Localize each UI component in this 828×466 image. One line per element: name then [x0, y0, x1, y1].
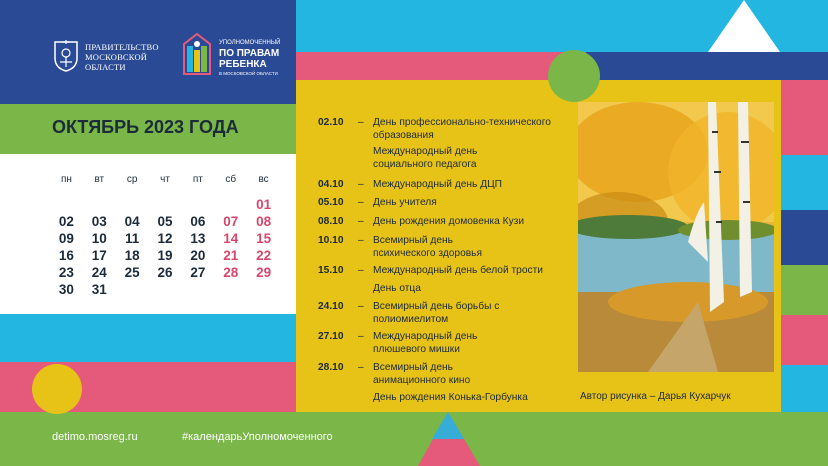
calendar-week — [50, 213, 280, 230]
calendar-day-weekend — [214, 281, 247, 298]
event-dash: – — [358, 331, 364, 342]
calendar-day: 03 — [91, 214, 107, 229]
calendar-day-weekend: 28 — [223, 265, 239, 280]
event-date: 27.10 — [318, 331, 344, 342]
calendar-day-weekend — [247, 281, 280, 298]
yellow-circle-shape — [32, 364, 82, 414]
event-text: Международный день плюшевого мишки — [373, 331, 478, 355]
event-text: Всемирный день борьбы с полиомиелитом — [373, 301, 500, 325]
calendar-day: 19 — [157, 248, 173, 263]
event-dash: – — [358, 216, 364, 227]
calendar-day: 13 — [190, 231, 206, 246]
event-date: 10.10 — [318, 235, 344, 246]
calendar-day — [181, 196, 214, 213]
calendar-day: 04 — [124, 214, 140, 229]
event-text: Международный день ДЦП — [373, 179, 502, 190]
calendar-day: 06 — [190, 214, 206, 229]
calendar-day-weekend — [214, 196, 247, 213]
calendar-week — [50, 196, 280, 213]
calendar-day-weekend: 21 — [223, 248, 239, 263]
website-link[interactable]: detimo.mosreg.ru — [52, 431, 138, 443]
calendar-grid — [50, 170, 280, 298]
event-date: 05.10 — [318, 197, 344, 208]
month-title: ОКТЯБРЬ 2023 ГОДА — [52, 117, 239, 137]
calendar-day: 30 — [58, 282, 74, 297]
event-text: День учителя — [373, 197, 437, 208]
bg-navy-strip — [586, 52, 828, 80]
bg-right-pink — [781, 80, 828, 155]
bg-right-cyan-2 — [781, 365, 828, 412]
calendar-week — [50, 281, 280, 298]
calendar-day-weekend: 14 — [223, 231, 239, 246]
event-dash: – — [358, 197, 364, 208]
event-date: 08.10 — [318, 216, 344, 227]
calendar-day-weekend: 01 — [256, 197, 272, 212]
weekday-label: вт — [94, 174, 105, 185]
calendar-day: 11 — [125, 231, 140, 246]
calendar-day-weekend: 29 — [256, 265, 272, 280]
calendar-week — [50, 230, 280, 247]
calendar-day: 23 — [58, 265, 74, 280]
triangle-shape-bottom — [418, 412, 480, 466]
bg-right-navy — [781, 210, 828, 265]
event-dash: – — [358, 265, 364, 276]
bg-cyan-band-left — [0, 314, 296, 362]
event-dash: – — [358, 362, 364, 373]
white-triangle-shape — [708, 0, 780, 52]
calendar-day — [116, 196, 149, 213]
ombudsman-line1: ПО ПРАВАМ — [219, 48, 280, 59]
event-date: 15.10 — [318, 265, 344, 276]
calendar-day-weekend: 08 — [256, 214, 272, 229]
weekday-label: чт — [160, 174, 170, 185]
ombudsman-small-label: УПОЛНОМОЧЕННЫЙ — [219, 40, 281, 46]
event-dash: – — [358, 117, 364, 128]
calendar-day: 20 — [190, 248, 206, 263]
weekday-label: пн — [60, 174, 72, 185]
calendar-week — [50, 247, 280, 264]
calendar-day: 17 — [91, 248, 107, 263]
calendar-day-weekend: 15 — [256, 231, 272, 246]
event-date: 28.10 — [318, 362, 344, 373]
bg-right-pink-2 — [781, 315, 828, 365]
weekday-label: пт — [192, 174, 203, 185]
calendar-day: 24 — [91, 265, 107, 280]
calendar-day — [181, 281, 214, 298]
calendar-day-weekend: 22 — [256, 248, 272, 263]
event-dash: – — [358, 179, 364, 190]
ombudsman-house-icon — [182, 32, 212, 76]
calendar-day — [83, 196, 116, 213]
weekday-header — [50, 170, 280, 190]
event-text: День профессионально-технического образования — [373, 117, 551, 141]
calendar-week — [50, 264, 280, 281]
ombudsman-line2: РЕБЕНКА — [219, 59, 267, 70]
calendar-day — [149, 281, 182, 298]
event-date: 24.10 — [318, 301, 344, 312]
weekday-label: вс — [258, 174, 269, 185]
event-text: День отца — [373, 283, 421, 294]
artwork-painting — [578, 102, 774, 372]
bg-pink-strip — [296, 52, 586, 80]
artwork-caption: Автор рисунка – Дарья Кухарчук — [580, 391, 731, 402]
bg-right-green — [781, 265, 828, 315]
calendar-day: 25 — [124, 265, 140, 280]
calendar-day: 02 — [58, 214, 74, 229]
event-text: Всемирный день психического здоровья — [373, 235, 483, 259]
weekday-label: ср — [126, 174, 138, 185]
calendar-day — [116, 281, 149, 298]
calendar-day: 18 — [124, 248, 140, 263]
ombudsman-region: В МОСКОВСКОЙ ОБЛАСТИ — [219, 71, 278, 76]
calendar-day: 16 — [58, 248, 74, 263]
calendar-day-weekend: 07 — [223, 214, 239, 229]
calendar-day: 31 — [91, 282, 107, 297]
event-text: Международный день белой трости — [373, 265, 543, 276]
calendar-day: 09 — [58, 231, 74, 246]
calendar-day — [50, 196, 83, 213]
calendar-day: 10 — [91, 231, 107, 246]
calendar-day — [149, 196, 182, 213]
event-text: День рождения Конька-Горбунка — [373, 392, 528, 403]
calendar-day: 27 — [190, 265, 206, 280]
event-dash: – — [358, 301, 364, 312]
weekday-label: сб — [225, 174, 237, 185]
government-label: ПРАВИТЕЛЬСТВО МОСКОВСКОЙ ОБЛАСТИ — [85, 42, 159, 72]
calendar-day: 05 — [157, 214, 173, 229]
event-date: 02.10 — [318, 117, 344, 128]
event-text: Всемирный день анимационного кино — [373, 362, 471, 386]
event-text: День рождения домовенка Кузи — [373, 216, 525, 227]
event-date: 04.10 — [318, 179, 344, 190]
calendar-day: 26 — [157, 265, 173, 280]
event-dash: – — [358, 235, 364, 246]
bg-right-cyan — [781, 155, 828, 210]
calendar-day: 12 — [157, 231, 173, 246]
green-circle-shape — [548, 50, 600, 102]
hashtag-label: #календарьУполномоченного — [182, 431, 333, 443]
coat-of-arms-icon — [53, 38, 79, 72]
event-text: Международный день социального педагога — [373, 146, 478, 170]
